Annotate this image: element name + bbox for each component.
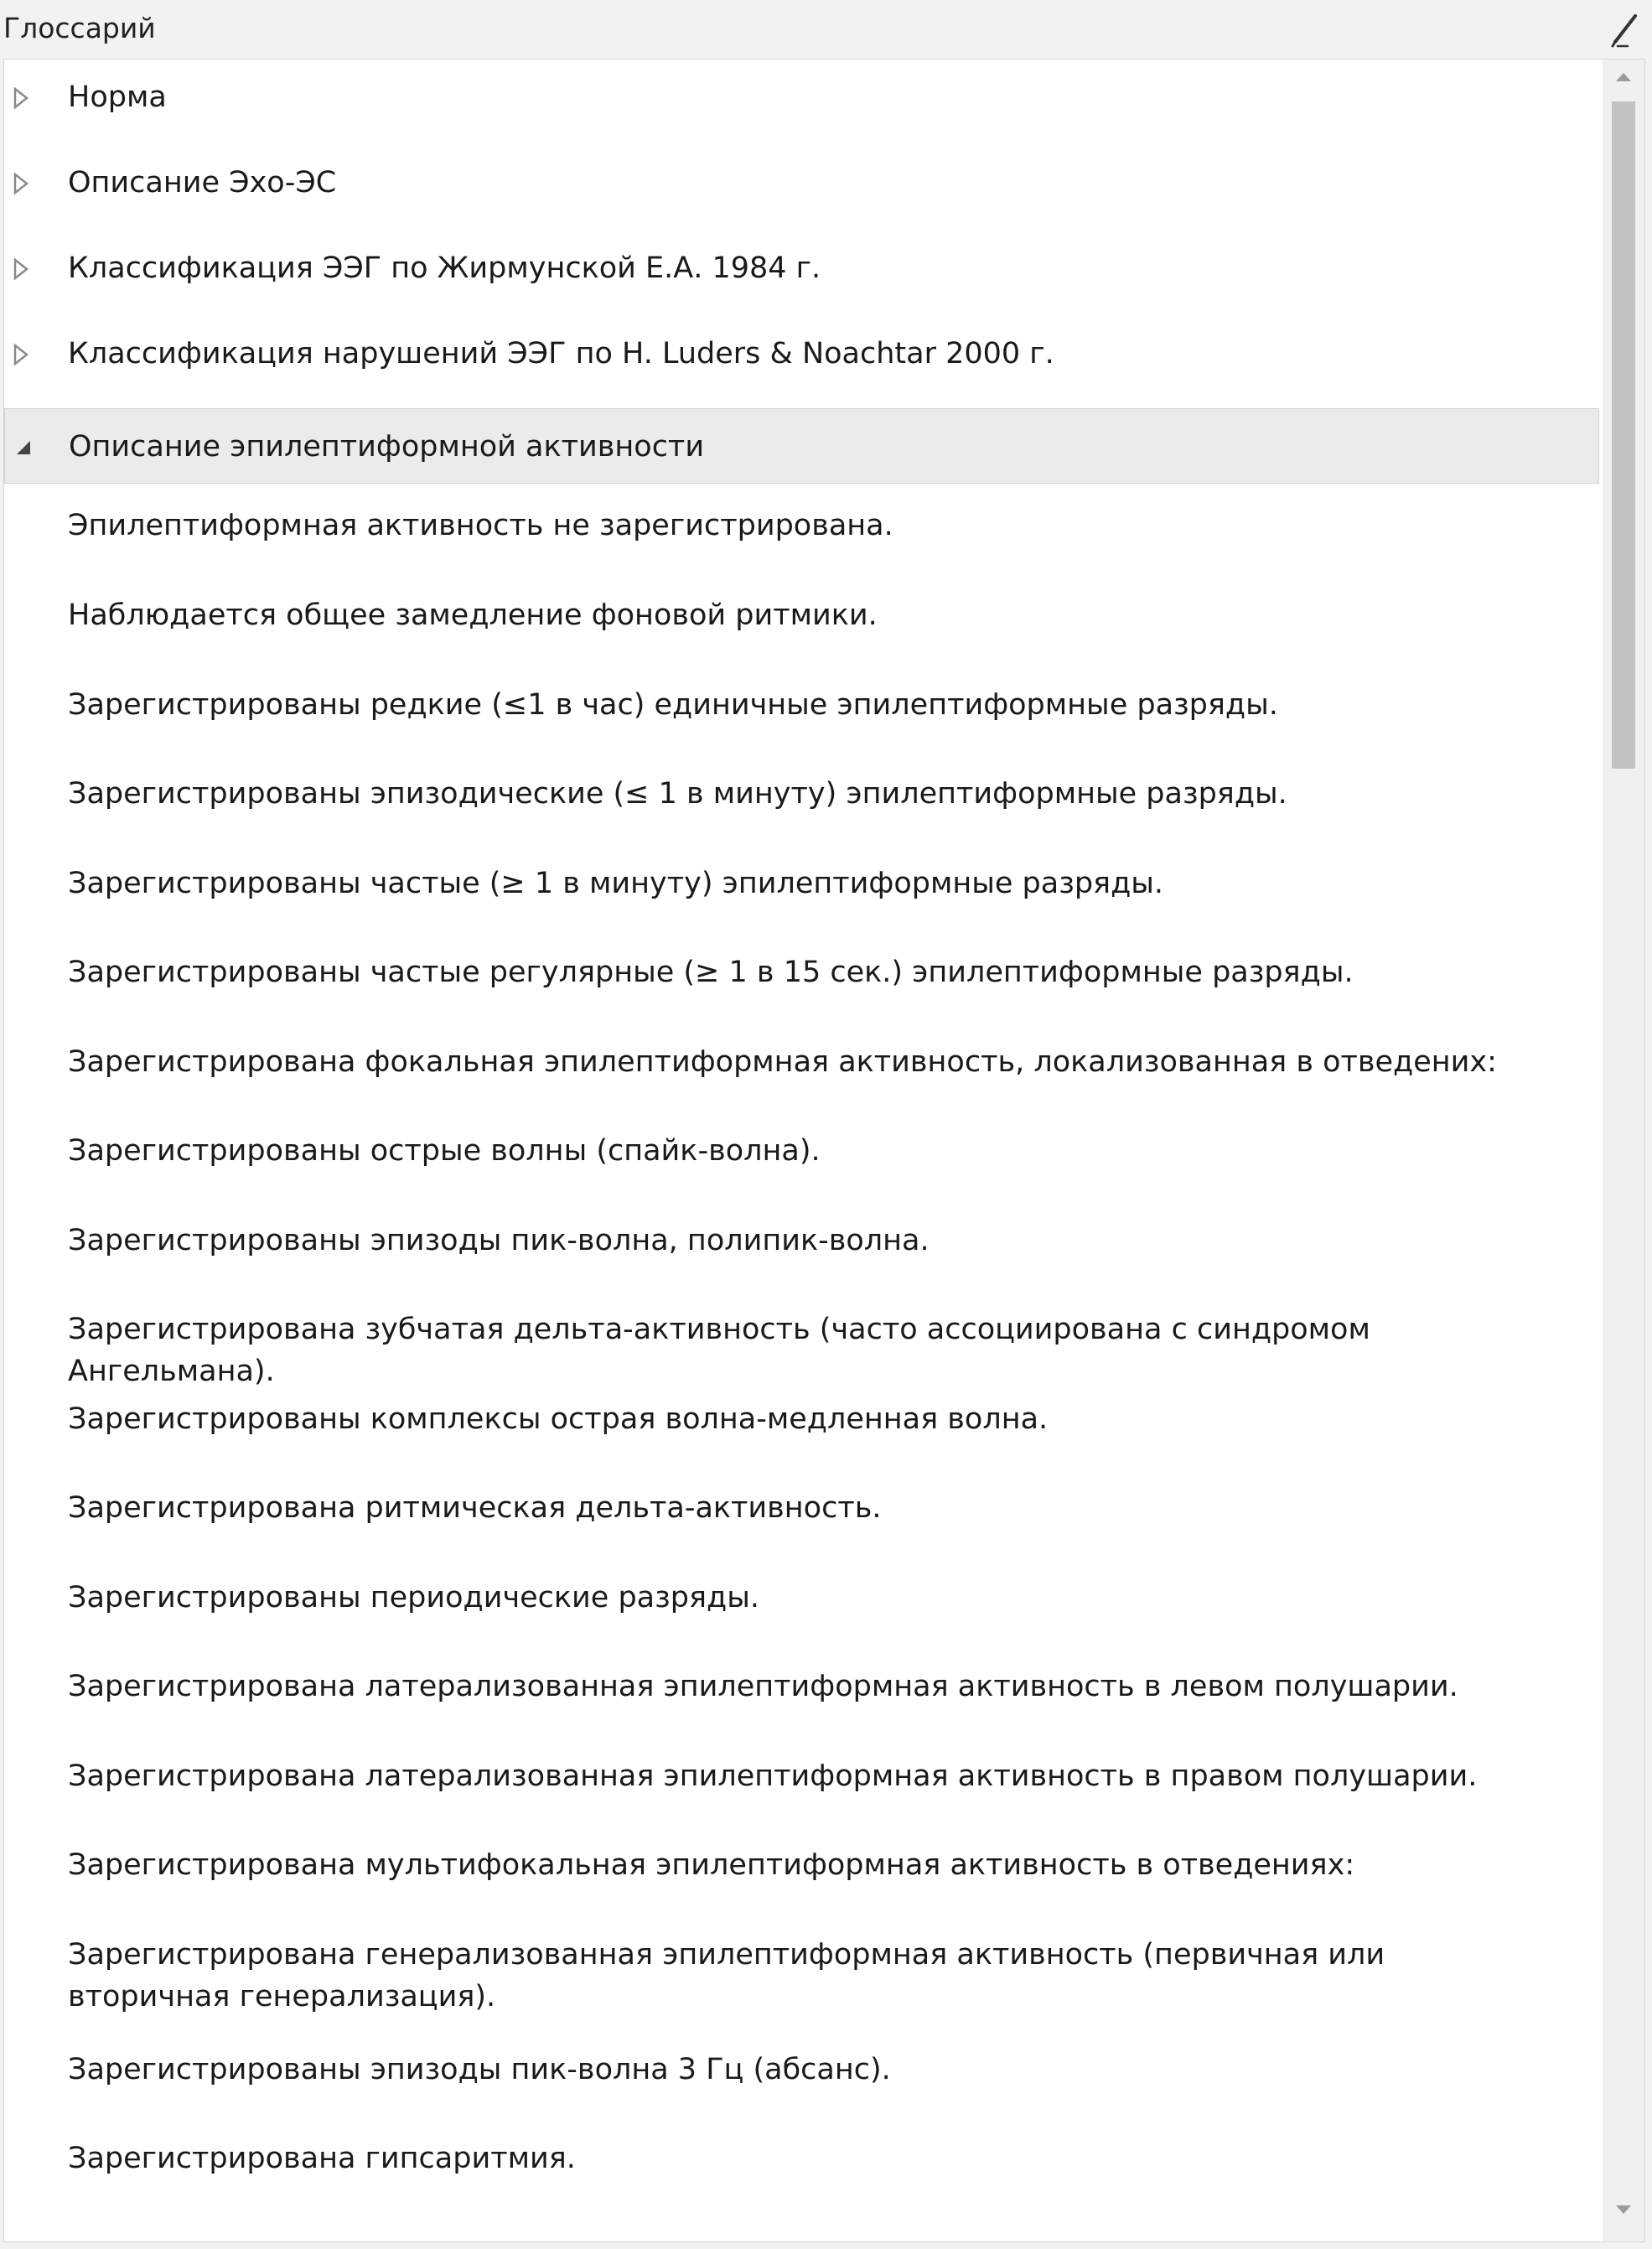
tree-node-norma[interactable]	[4, 60, 1599, 135]
glossary-item[interactable]: Зарегистрирована фокальная эпилептиформная активность, локализованная в отведених:	[68, 1045, 1497, 1079]
scroll-down-button[interactable]	[1603, 2197, 1644, 2234]
tree-node-label: Классификация ЭЭГ по Жирмунской Е.А. 1984 г.	[68, 251, 821, 285]
glossary-tree	[4, 60, 1601, 2241]
title-bar	[0, 0, 1652, 59]
glossary-item[interactable]: Зарегистрированы эпизодические (≤ 1 в минуту) эпилептиформные разряды.	[68, 777, 1287, 811]
glossary-item[interactable]: Зарегистрирована латерализованная эпилептиформная активность в правом полушарии.	[68, 1759, 1478, 1793]
triangle-right-icon	[9, 343, 33, 366]
tree-node-epileptiform-description[interactable]	[4, 408, 1599, 484]
tree-node-echo-es[interactable]	[4, 145, 1599, 220]
glossary-item[interactable]: Зарегистрированы частые регулярные (≥ 1 в 15 сек.) эпилептиформные разряды.	[68, 956, 1354, 989]
tree-node-label: Норма	[68, 80, 167, 114]
expand-toggle[interactable]	[9, 172, 33, 195]
glossary-item[interactable]: Зарегистрированы частые (≥ 1 в минуту) эпилептиформные разряды.	[68, 867, 1164, 900]
glossary-item[interactable]: Зарегистрирована генерализованная эпилептиформная активность (первичная или вторичная генерализация).	[68, 1938, 1385, 2013]
glossary-item[interactable]: Зарегистрирована латерализованная эпилептиформная активность в левом полушарии.	[68, 1670, 1458, 1703]
chevron-up-icon	[1611, 65, 1636, 90]
glossary-item[interactable]: Зарегистрированы эпизоды пик-волна 3 Гц (абсанс).	[68, 2053, 891, 2086]
triangle-right-icon	[9, 172, 33, 195]
pencil-icon	[1608, 8, 1643, 49]
glossary-item[interactable]: Зарегистрирована мультифокальная эпилептиформная активность в отведениях:	[68, 1848, 1355, 1882]
triangle-down-right-icon	[10, 434, 34, 458]
expand-toggle[interactable]	[9, 257, 33, 281]
glossary-item[interactable]: Наблюдается общее замедление фоновой ритмики.	[68, 599, 878, 632]
glossary-item[interactable]: Зарегистрированы комплексы острая волна-медленная волна.	[68, 1402, 1049, 1436]
expand-toggle[interactable]	[9, 343, 33, 366]
panel-title: Глоссарий	[3, 12, 156, 44]
triangle-right-icon	[9, 86, 33, 110]
scroll-thumb[interactable]	[1612, 101, 1635, 769]
glossary-tree-list[interactable]	[3, 59, 1645, 2242]
glossary-item[interactable]: Зарегистрированы периодические разряды.	[68, 1581, 759, 1614]
glossary-item[interactable]: Зарегистрированы эпизоды пик-волна, полипик-волна.	[68, 1224, 930, 1257]
tree-node-zhirmunskaya-classification[interactable]	[4, 231, 1599, 306]
tree-node-label: Классификация нарушений ЭЭГ по H. Luders & Noachtar 2000 г.	[68, 337, 1054, 371]
scroll-up-button[interactable]	[1603, 65, 1644, 101]
glossary-item[interactable]: Зарегистрирована гипсаритмия.	[68, 2142, 576, 2175]
tree-node-label: Описание эпилептиформной активности	[69, 430, 705, 464]
vertical-scrollbar[interactable]	[1603, 60, 1644, 2241]
glossary-item[interactable]: Зарегистрированы острые волны (спайк-волна).	[68, 1134, 821, 1168]
tree-node-label: Описание Эхо-ЭС	[68, 166, 337, 200]
expand-toggle[interactable]	[9, 86, 33, 110]
glossary-item[interactable]: Зарегистрирована зубчатая дельта-активность (часто ассоциирована с синдромом Ангельмана).	[68, 1313, 1370, 1388]
glossary-item[interactable]: Эпилептиформная активность не зарегистрирована.	[68, 509, 893, 542]
triangle-right-icon	[9, 257, 33, 281]
tree-node-luders-classification[interactable]	[4, 316, 1599, 391]
chevron-down-icon	[1611, 2197, 1636, 2222]
edit-button[interactable]	[1608, 8, 1643, 49]
glossary-item[interactable]: Зарегистрирована ритмическая дельта-активность.	[68, 1491, 882, 1525]
glossary-item[interactable]: Зарегистрированы редкие (≤1 в час) единичные эпилептиформные разряды.	[68, 688, 1278, 722]
collapse-toggle[interactable]	[10, 434, 34, 458]
